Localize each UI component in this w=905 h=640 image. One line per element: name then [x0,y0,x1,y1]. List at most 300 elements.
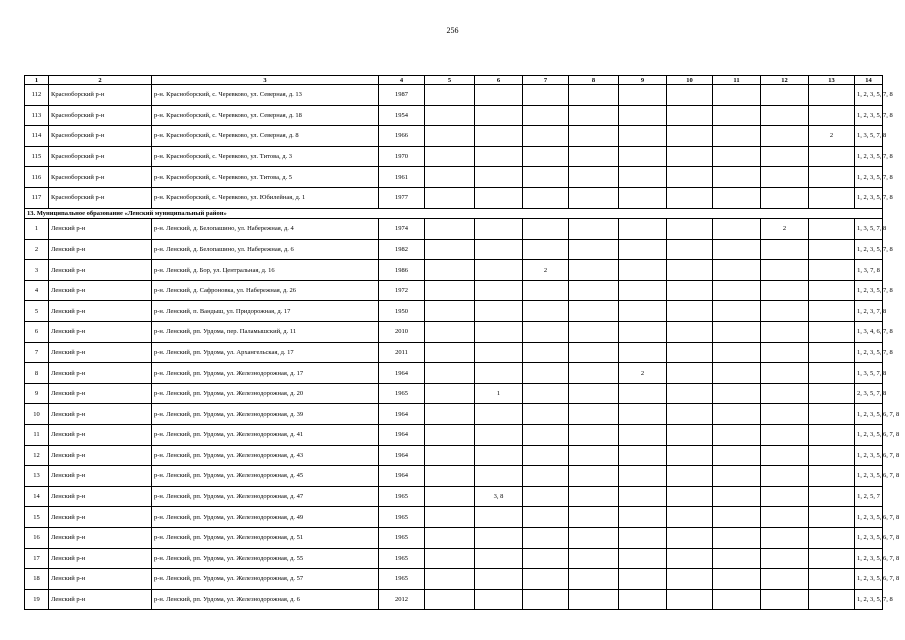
mark-cell [569,445,619,466]
year-cell: 1964 [379,466,425,487]
mark-cell [569,322,619,343]
address-cell: р-н. Ленский, рп. Урдома, ул. Архангельская, д. 17 [152,342,379,363]
mark-cell [619,548,667,569]
mark-cell: 3, 8 [475,486,523,507]
column-header: 13 [809,76,855,85]
mark-cell [619,239,667,260]
row-number: 116 [25,167,49,188]
mark-cell [475,322,523,343]
mark-cell [569,342,619,363]
address-cell: р-н. Ленский, рп. Урдома, ул. Железнодорожная, д. 39 [152,404,379,425]
mark-cell [761,322,809,343]
mark-cell [809,507,855,528]
mark-cell [569,187,619,208]
mark-cell [619,507,667,528]
mark-cell [475,105,523,126]
mark-cell [523,322,569,343]
row-number: 115 [25,146,49,167]
mark-cell [713,363,761,384]
mark-cell [619,85,667,106]
mark-cell [425,466,475,487]
mark-cell [569,486,619,507]
mark-cell [425,239,475,260]
mark-cell [667,146,713,167]
mark-cell [569,466,619,487]
table-row [25,146,883,167]
mark-cell [569,425,619,446]
table-header-row [25,76,883,85]
criteria-cell: 1, 2, 3, 5, 7, 8 [855,105,883,126]
column-header: 7 [523,76,569,85]
mark-cell [667,569,713,590]
address-cell: р-н. Ленский, рп. Урдома, ул. Железнодорожная, д. 45 [152,466,379,487]
mark-cell [619,146,667,167]
row-number: 15 [25,507,49,528]
mark-cell [523,146,569,167]
mark-cell [425,486,475,507]
mark-cell [425,322,475,343]
mark-cell [667,486,713,507]
mark-cell [761,260,809,281]
mark-cell [523,445,569,466]
mark-cell [809,425,855,446]
mark-cell: 1 [475,383,523,404]
mark-cell [475,167,523,188]
year-cell: 1965 [379,548,425,569]
table-row [25,363,883,384]
mark-cell [713,527,761,548]
criteria-cell: 1, 2, 3, 5, 7, 8 [855,239,883,260]
page-number: 256 [446,26,459,35]
mark-cell [569,589,619,610]
mark-cell [475,363,523,384]
district-cell: Ленский р-н [49,280,152,301]
row-number: 17 [25,548,49,569]
mark-cell [667,105,713,126]
address-cell: р-н. Ленский, рп. Урдома, пер. Паламышский, д. 11 [152,322,379,343]
mark-cell [667,507,713,528]
year-cell: 1965 [379,527,425,548]
mark-cell: 2 [523,260,569,281]
mark-cell [809,219,855,240]
district-cell: Ленский р-н [49,527,152,548]
mark-cell [619,569,667,590]
mark-cell [619,589,667,610]
criteria-cell: 1, 2, 3, 5, 7, 8 [855,280,883,301]
mark-cell [619,425,667,446]
mark-cell [425,301,475,322]
mark-cell [667,167,713,188]
mark-cell [569,105,619,126]
criteria-cell: 1, 2, 3, 5, 7, 8 [855,342,883,363]
mark-cell [713,85,761,106]
mark-cell [475,589,523,610]
mark-cell [713,486,761,507]
mark-cell [713,126,761,147]
address-cell: р-н. Ленский, рп. Урдома, ул. Железнодорожная, д. 17 [152,363,379,384]
mark-cell [761,85,809,106]
mark-cell [569,239,619,260]
criteria-cell: 1, 2, 3, 5, 7, 8 [855,167,883,188]
mark-cell [713,569,761,590]
mark-cell [619,486,667,507]
district-cell: Ленский р-н [49,548,152,569]
mark-cell [809,239,855,260]
mark-cell [523,363,569,384]
district-cell: Красноборский р-н [49,85,152,106]
mark-cell [761,126,809,147]
address-cell: р-н. Красноборский, с. Черевково, ул. Титова, д. 5 [152,167,379,188]
district-cell: Ленский р-н [49,507,152,528]
mark-cell [809,322,855,343]
criteria-cell: 1, 2, 3, 5, 6, 7, 8 [855,569,883,590]
mark-cell [569,527,619,548]
mark-cell [619,167,667,188]
mark-cell [475,146,523,167]
mark-cell [569,507,619,528]
criteria-cell: 1, 2, 3, 5, 7, 8 [855,146,883,167]
criteria-cell: 1, 2, 3, 5, 6, 7, 8 [855,445,883,466]
mark-cell [713,280,761,301]
mark-cell [713,466,761,487]
table-row [25,342,883,363]
criteria-cell: 1, 2, 3, 7, 8 [855,301,883,322]
criteria-cell: 1, 3, 5, 7, 8 [855,363,883,384]
mark-cell [667,383,713,404]
mark-cell [809,527,855,548]
row-number: 8 [25,363,49,384]
table-row [25,167,883,188]
address-cell: р-н. Ленский, рп. Урдома, ул. Железнодорожная, д. 49 [152,507,379,528]
mark-cell [619,342,667,363]
mark-cell [667,466,713,487]
mark-cell [761,527,809,548]
address-cell: р-н. Ленский, рп. Урдома, ул. Железнодорожная, д. 55 [152,548,379,569]
mark-cell [425,280,475,301]
mark-cell [425,342,475,363]
mark-cell: 2 [761,219,809,240]
mark-cell [425,383,475,404]
mark-cell [667,239,713,260]
year-cell: 1977 [379,187,425,208]
mark-cell [425,445,475,466]
district-cell: Красноборский р-н [49,187,152,208]
section-title: 13. Муниципальное образование «Ленский муниципальный район» [25,208,883,219]
mark-cell [619,445,667,466]
mark-cell [475,85,523,106]
column-header: 8 [569,76,619,85]
mark-cell [713,548,761,569]
mark-cell [523,486,569,507]
mark-cell [667,527,713,548]
district-cell: Ленский р-н [49,569,152,590]
mark-cell [475,507,523,528]
mark-cell [425,569,475,590]
mark-cell [713,239,761,260]
district-cell: Красноборский р-н [49,146,152,167]
year-cell: 1965 [379,383,425,404]
mark-cell [425,219,475,240]
mark-cell [761,280,809,301]
mark-cell [761,167,809,188]
table-row [25,239,883,260]
mark-cell [475,425,523,446]
address-cell: р-н. Ленский, д. Белопашино, ул. Набережная, д. 6 [152,239,379,260]
table-row [25,126,883,147]
table-body-krasnoborsky [25,85,893,209]
mark-cell [667,219,713,240]
mark-cell [475,527,523,548]
column-header: 3 [152,76,379,85]
mark-cell [475,126,523,147]
mark-cell [809,280,855,301]
district-cell: Ленский р-н [49,466,152,487]
mark-cell [761,105,809,126]
mark-cell [523,569,569,590]
mark-cell [713,105,761,126]
district-cell: Ленский р-н [49,383,152,404]
mark-cell [523,126,569,147]
table-row [25,404,883,425]
criteria-cell: 1, 3, 5, 7, 8 [855,219,883,240]
row-number: 11 [25,425,49,446]
table-row [25,383,883,404]
mark-cell [523,219,569,240]
table-row [25,187,883,208]
mark-cell [667,548,713,569]
year-cell: 1950 [379,301,425,322]
mark-cell [761,569,809,590]
mark-cell [425,126,475,147]
row-number: 12 [25,445,49,466]
mark-cell [619,187,667,208]
district-cell: Ленский р-н [49,363,152,384]
mark-cell [809,260,855,281]
mark-cell [761,548,809,569]
mark-cell [667,425,713,446]
mark-cell [809,187,855,208]
mark-cell [523,342,569,363]
mark-cell [619,260,667,281]
mark-cell [713,146,761,167]
mark-cell [523,589,569,610]
row-number: 4 [25,280,49,301]
criteria-cell: 1, 2, 3, 5, 7, 8 [855,85,883,106]
district-cell: Ленский р-н [49,301,152,322]
district-cell: Ленский р-н [49,219,152,240]
section-row [25,208,883,219]
mark-cell [475,548,523,569]
mark-cell [809,146,855,167]
mark-cell [713,342,761,363]
mark-cell [809,85,855,106]
column-header: 14 [855,76,883,85]
mark-cell [475,239,523,260]
mark-cell [713,383,761,404]
row-number: 5 [25,301,49,322]
district-cell: Ленский р-н [49,486,152,507]
mark-cell [761,425,809,446]
row-number: 114 [25,126,49,147]
table-row [25,105,883,126]
mark-cell [425,425,475,446]
district-cell: Ленский р-н [49,342,152,363]
year-cell: 1972 [379,280,425,301]
mark-cell [523,527,569,548]
address-cell: р-н. Ленский, рп. Урдома, ул. Железнодорожная, д. 20 [152,383,379,404]
mark-cell [425,85,475,106]
mark-cell [523,466,569,487]
criteria-cell: 1, 3, 5, 7, 8 [855,126,883,147]
mark-cell [523,507,569,528]
mark-cell [713,322,761,343]
year-cell: 1964 [379,404,425,425]
mark-cell: 2 [619,363,667,384]
mark-cell [761,445,809,466]
mark-cell [523,383,569,404]
mark-cell [475,342,523,363]
mark-cell [619,404,667,425]
mark-cell [569,383,619,404]
mark-cell [619,322,667,343]
table-row [25,301,883,322]
mark-cell [475,404,523,425]
column-header: 5 [425,76,475,85]
mark-cell [569,548,619,569]
year-cell: 1965 [379,507,425,528]
district-cell: Ленский р-н [49,260,152,281]
table-row [25,219,883,240]
mark-cell [475,187,523,208]
year-cell: 1954 [379,105,425,126]
address-cell: р-н. Красноборский, с. Черевково, ул. Северная, д. 13 [152,85,379,106]
row-number: 117 [25,187,49,208]
column-header: 12 [761,76,809,85]
mark-cell [809,445,855,466]
mark-cell [425,187,475,208]
criteria-cell: 1, 2, 3, 5, 7, 8 [855,187,883,208]
mark-cell [425,589,475,610]
row-number: 2 [25,239,49,260]
mark-cell [761,363,809,384]
criteria-cell: 1, 2, 3, 5, 7, 8 [855,589,883,610]
mark-cell [761,301,809,322]
mark-cell [713,589,761,610]
district-cell: Ленский р-н [49,322,152,343]
mark-cell [713,404,761,425]
table-row [25,445,883,466]
mark-cell [425,527,475,548]
address-cell: р-н. Ленский, д. Белопашино, ул. Набережная, д. 4 [152,219,379,240]
year-cell: 1961 [379,167,425,188]
mark-cell [425,404,475,425]
row-number: 13 [25,466,49,487]
mark-cell [809,383,855,404]
year-cell: 1965 [379,569,425,590]
address-cell: р-н. Красноборский, с. Черевково, ул. Северная, д. 8 [152,126,379,147]
criteria-cell: 1, 2, 3, 5, 6, 7, 8 [855,527,883,548]
year-cell: 1964 [379,425,425,446]
mark-cell [713,425,761,446]
mark-cell [475,569,523,590]
column-header: 11 [713,76,761,85]
mark-cell [619,280,667,301]
mark-cell [425,105,475,126]
criteria-cell: 1, 2, 3, 5, 6, 7, 8 [855,425,883,446]
year-cell: 1964 [379,445,425,466]
mark-cell [761,404,809,425]
row-number: 18 [25,569,49,590]
mark-cell: 2 [809,126,855,147]
mark-cell [523,425,569,446]
mark-cell [475,219,523,240]
mark-cell [667,280,713,301]
mark-cell [809,569,855,590]
table-row [25,486,883,507]
year-cell: 1970 [379,146,425,167]
table-section [25,208,883,219]
criteria-cell: 1, 2, 3, 5, 6, 7, 8 [855,466,883,487]
mark-cell [619,219,667,240]
mark-cell [761,589,809,610]
criteria-cell: 1, 3, 4, 6, 7, 8 [855,322,883,343]
table-row [25,527,883,548]
mark-cell [569,280,619,301]
mark-cell [809,486,855,507]
address-cell: р-н. Ленский, рп. Урдома, ул. Железнодорожная, д. 57 [152,569,379,590]
mark-cell [619,466,667,487]
housing-register-table [24,75,900,610]
mark-cell [667,322,713,343]
mark-cell [667,260,713,281]
mark-cell [619,105,667,126]
mark-cell [425,548,475,569]
mark-cell [569,260,619,281]
mark-cell [619,126,667,147]
mark-cell [761,507,809,528]
mark-cell [809,589,855,610]
mark-cell [475,466,523,487]
mark-cell [475,301,523,322]
table-body-lensky [25,219,900,610]
mark-cell [809,105,855,126]
mark-cell [569,146,619,167]
district-cell: Красноборский р-н [49,126,152,147]
criteria-cell: 1, 2, 5, 7 [855,486,883,507]
mark-cell [667,85,713,106]
mark-cell [569,85,619,106]
year-cell: 1986 [379,260,425,281]
column-header: 6 [475,76,523,85]
mark-cell [809,363,855,384]
mark-cell [713,260,761,281]
mark-cell [569,219,619,240]
mark-cell [425,260,475,281]
table-row [25,85,883,106]
mark-cell [425,363,475,384]
row-number: 10 [25,404,49,425]
mark-cell [761,486,809,507]
mark-cell [523,85,569,106]
table-row [25,507,883,528]
year-cell: 2011 [379,342,425,363]
district-cell: Ленский р-н [49,425,152,446]
column-header: 4 [379,76,425,85]
row-number: 14 [25,486,49,507]
address-cell: р-н. Ленский, рп. Урдома, ул. Железнодорожная, д. 47 [152,486,379,507]
mark-cell [667,187,713,208]
mark-cell [569,301,619,322]
